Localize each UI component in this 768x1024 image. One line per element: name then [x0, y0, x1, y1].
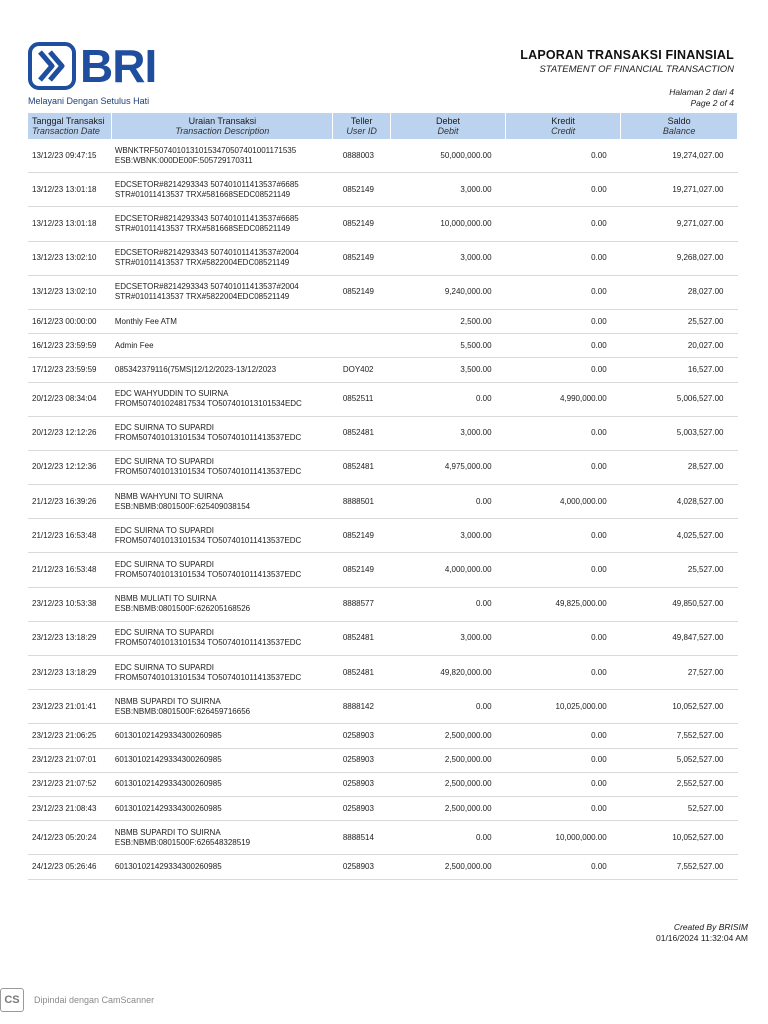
cell-debit: 5,500.00 [390, 334, 505, 358]
cell-description: NBMB SUPARDI TO SUIRNA ESB:NBMB:0801500F:626459716656 [112, 690, 333, 724]
cell-description: EDC SUIRNA TO SUPARDI FROM507401013101534 TO507401011413537EDC [112, 519, 333, 553]
cell-balance: 10,052,527.00 [621, 821, 738, 855]
cell-date: 13/12/23 13:01:18 [28, 207, 112, 241]
cell-balance: 4,025,527.00 [621, 519, 738, 553]
cell-credit: 0.00 [506, 553, 621, 587]
created-at: 01/16/2024 11:32:04 AM [655, 933, 748, 943]
col-header-description: Uraian Transaksi Transaction Description [112, 113, 333, 139]
cell-teller: 0852481 [333, 656, 391, 690]
cell-credit: 0.00 [506, 748, 621, 772]
cell-balance: 9,271,027.00 [621, 207, 738, 241]
cell-date: 17/12/23 23:59:59 [28, 358, 112, 382]
cell-date: 24/12/23 05:20:24 [28, 821, 112, 855]
cell-debit: 50,000,000.00 [390, 139, 505, 173]
report-title-main: LAPORAN TRANSAKSI FINANSIAL [520, 48, 734, 62]
table-row [28, 656, 738, 690]
cell-debit: 3,000.00 [390, 416, 505, 450]
report-title [520, 48, 734, 75]
table-row [28, 309, 738, 333]
cell-description: WBNKTRF50740101310153470507401001171535 ESB:WBNK:000DE00F:505729170311 [112, 139, 333, 173]
cell-balance: 9,268,027.00 [621, 241, 738, 275]
cell-credit: 0.00 [506, 855, 621, 879]
cell-balance: 25,527.00 [621, 309, 738, 333]
cell-date: 21/12/23 16:53:48 [28, 553, 112, 587]
cell-debit: 10,000,000.00 [390, 207, 505, 241]
cell-debit: 2,500,000.00 [390, 772, 505, 796]
cell-description: 601301021429334300260985 [112, 796, 333, 820]
cell-date: 23/12/23 21:06:25 [28, 724, 112, 748]
cell-credit: 10,025,000.00 [506, 690, 621, 724]
cell-balance: 7,552,527.00 [621, 724, 738, 748]
cell-date: 13/12/23 13:02:10 [28, 275, 112, 309]
cell-description: NBMB SUPARDI TO SUIRNA ESB:NBMB:0801500F:626548328519 [112, 821, 333, 855]
cell-balance: 19,274,027.00 [621, 139, 738, 173]
table-row [28, 855, 738, 879]
cell-teller [333, 309, 391, 333]
page-number-id: Halaman 2 dari 4 [669, 87, 734, 97]
cell-debit: 3,000.00 [390, 241, 505, 275]
cell-balance: 27,527.00 [621, 656, 738, 690]
cell-description: EDCSETOR#8214293343 507401011413537#2004 STR#01011413537 TRX#5822004EDC08521149 [112, 275, 333, 309]
cell-balance: 20,027.00 [621, 334, 738, 358]
cell-description: EDCSETOR#8214293343 507401011413537#2004 STR#01011413537 TRX#5822004EDC08521149 [112, 241, 333, 275]
cell-date: 13/12/23 13:01:18 [28, 173, 112, 207]
cell-teller: 0852149 [333, 275, 391, 309]
cell-debit: 3,000.00 [390, 519, 505, 553]
cell-date: 23/12/23 10:53:38 [28, 587, 112, 621]
table-row [28, 241, 738, 275]
cell-description: EDCSETOR#8214293343 507401011413537#6685 STR#01011413537 TRX#581668SEDC08521149 [112, 207, 333, 241]
table-row [28, 587, 738, 621]
cell-date: 20/12/23 12:12:36 [28, 450, 112, 484]
cell-debit: 0.00 [390, 690, 505, 724]
cell-credit: 0.00 [506, 173, 621, 207]
cell-debit: 3,500.00 [390, 358, 505, 382]
col-header-balance: Saldo Balance [621, 113, 738, 139]
cell-balance: 2,552,527.00 [621, 772, 738, 796]
cell-credit: 0.00 [506, 450, 621, 484]
cell-teller: 0852481 [333, 416, 391, 450]
cell-balance: 19,271,027.00 [621, 173, 738, 207]
cell-teller: 8888501 [333, 485, 391, 519]
cell-description: EDC SUIRNA TO SUPARDI FROM507401013101534 TO507401011413537EDC [112, 621, 333, 655]
cell-teller: 8888514 [333, 821, 391, 855]
cell-description: 601301021429334300260985 [112, 772, 333, 796]
cell-description: EDCSETOR#8214293343 507401011413537#6685 STR#01011413537 TRX#581668SEDC08521149 [112, 173, 333, 207]
camscanner-watermark [0, 988, 154, 1012]
cell-teller: 0852511 [333, 382, 391, 416]
cell-teller: 0852481 [333, 450, 391, 484]
brand-tagline: Melayani Dengan Setulus Hati [28, 96, 150, 106]
cell-teller: 0258903 [333, 855, 391, 879]
cell-credit: 0.00 [506, 139, 621, 173]
cell-debit: 4,975,000.00 [390, 450, 505, 484]
cell-debit: 2,500,000.00 [390, 748, 505, 772]
brand-name: BRI [80, 40, 157, 92]
cell-debit: 4,000,000.00 [390, 553, 505, 587]
cell-description: EDC WAHYUDDIN TO SUIRNA FROM507401024817534 TO507401013101534EDC [112, 382, 333, 416]
cell-description: 085342379116(75MS|12/12/2023-13/12/2023 [112, 358, 333, 382]
col-header-date: Tanggal Transaksi Transaction Date [28, 113, 112, 139]
cell-credit: 0.00 [506, 309, 621, 333]
cell-date: 23/12/23 13:18:29 [28, 656, 112, 690]
cell-balance: 25,527.00 [621, 553, 738, 587]
cell-debit: 0.00 [390, 587, 505, 621]
cell-balance: 16,527.00 [621, 358, 738, 382]
cell-credit: 0.00 [506, 358, 621, 382]
cell-teller: 8888577 [333, 587, 391, 621]
cell-teller: 0888003 [333, 139, 391, 173]
table-row [28, 275, 738, 309]
bri-logo [28, 42, 156, 90]
cell-teller: 0258903 [333, 772, 391, 796]
cell-date: 24/12/23 05:26:46 [28, 855, 112, 879]
cell-date: 16/12/23 23:59:59 [28, 334, 112, 358]
cell-balance: 5,003,527.00 [621, 416, 738, 450]
cell-debit: 0.00 [390, 485, 505, 519]
cell-date: 21/12/23 16:39:26 [28, 485, 112, 519]
cell-date: 20/12/23 08:34:04 [28, 382, 112, 416]
cell-teller: 0852149 [333, 173, 391, 207]
cell-balance: 10,052,527.00 [621, 690, 738, 724]
cell-credit: 0.00 [506, 724, 621, 748]
col-header-credit: Kredit Credit [506, 113, 621, 139]
page-number-en: Page 2 of 4 [690, 98, 734, 108]
cell-teller: 0852149 [333, 553, 391, 587]
cell-date: 23/12/23 21:07:01 [28, 748, 112, 772]
cell-balance: 7,552,527.00 [621, 855, 738, 879]
cell-balance: 49,847,527.00 [621, 621, 738, 655]
table-row [28, 748, 738, 772]
cell-balance: 5,052,527.00 [621, 748, 738, 772]
cell-description: Monthly Fee ATM [112, 309, 333, 333]
table-row [28, 796, 738, 820]
cell-date: 23/12/23 21:07:52 [28, 772, 112, 796]
cell-debit: 0.00 [390, 821, 505, 855]
cell-date: 13/12/23 13:02:10 [28, 241, 112, 275]
table-row [28, 334, 738, 358]
cell-teller: 0852481 [333, 621, 391, 655]
cell-balance: 5,006,527.00 [621, 382, 738, 416]
cell-teller: 0852149 [333, 519, 391, 553]
cell-description: 601301021429334300260985 [112, 748, 333, 772]
table-row [28, 173, 738, 207]
cell-date: 21/12/23 16:53:48 [28, 519, 112, 553]
cell-teller: 0258903 [333, 748, 391, 772]
cell-balance: 28,527.00 [621, 450, 738, 484]
table-row [28, 772, 738, 796]
cell-date: 16/12/23 00:00:00 [28, 309, 112, 333]
cell-description: EDC SUIRNA TO SUPARDI FROM507401013101534 TO507401011413537EDC [112, 553, 333, 587]
col-header-debit: Debet Debit [390, 113, 505, 139]
cell-description: 601301021429334300260985 [112, 724, 333, 748]
report-title-sub: STATEMENT OF FINANCIAL TRANSACTION [539, 64, 734, 75]
cell-description: EDC SUIRNA TO SUPARDI FROM507401013101534 TO507401011413537EDC [112, 450, 333, 484]
created-info [656, 922, 748, 944]
cell-teller: 8888142 [333, 690, 391, 724]
cell-credit: 0.00 [506, 656, 621, 690]
col-header-teller: Teller User ID [333, 113, 391, 139]
cell-teller: 0258903 [333, 724, 391, 748]
cell-teller: 0852149 [333, 241, 391, 275]
cell-debit: 3,000.00 [390, 621, 505, 655]
cell-credit: 0.00 [506, 334, 621, 358]
cell-debit: 2,500,000.00 [390, 855, 505, 879]
table-row [28, 690, 738, 724]
cell-description: NBMB MULIATI TO SUIRNA ESB:NBMB:0801500F:626205168526 [112, 587, 333, 621]
cell-description: EDC SUIRNA TO SUPARDI FROM507401013101534 TO507401011413537EDC [112, 656, 333, 690]
cell-debit: 9,240,000.00 [390, 275, 505, 309]
cell-credit: 0.00 [506, 772, 621, 796]
cell-description: 601301021429334300260985 [112, 855, 333, 879]
cell-teller: DOY402 [333, 358, 391, 382]
cell-balance: 4,028,527.00 [621, 485, 738, 519]
cell-date: 23/12/23 21:08:43 [28, 796, 112, 820]
table-row [28, 139, 738, 173]
cell-debit: 3,000.00 [390, 173, 505, 207]
cell-credit: 0.00 [506, 519, 621, 553]
cell-description: EDC SUIRNA TO SUPARDI FROM507401013101534 TO507401011413537EDC [112, 416, 333, 450]
table-row [28, 553, 738, 587]
cell-teller: 0852149 [333, 207, 391, 241]
cell-date: 23/12/23 21:01:41 [28, 690, 112, 724]
table-row [28, 485, 738, 519]
cell-date: 13/12/23 09:47:15 [28, 139, 112, 173]
cell-credit: 49,825,000.00 [506, 587, 621, 621]
cell-debit: 2,500,000.00 [390, 724, 505, 748]
cell-balance: 52,527.00 [621, 796, 738, 820]
cell-date: 23/12/23 13:18:29 [28, 621, 112, 655]
camscanner-label: Dipindai dengan CamScanner [34, 995, 155, 1005]
cell-description: Admin Fee [112, 334, 333, 358]
table-row [28, 382, 738, 416]
cell-credit: 0.00 [506, 241, 621, 275]
table-row [28, 416, 738, 450]
cell-teller [333, 334, 391, 358]
cell-credit: 4,990,000.00 [506, 382, 621, 416]
table-header-row [28, 113, 738, 139]
table-row [28, 358, 738, 382]
cell-credit: 0.00 [506, 796, 621, 820]
cell-credit: 10,000,000.00 [506, 821, 621, 855]
bri-logo-icon [28, 42, 76, 90]
cell-credit: 0.00 [506, 275, 621, 309]
cell-debit: 49,820,000.00 [390, 656, 505, 690]
cell-debit: 0.00 [390, 382, 505, 416]
table-row [28, 207, 738, 241]
table-row [28, 621, 738, 655]
cell-balance: 49,850,527.00 [621, 587, 738, 621]
cell-balance: 28,027.00 [621, 275, 738, 309]
camscanner-icon: CS [0, 988, 24, 1012]
table-row [28, 519, 738, 553]
transaction-rows [28, 139, 738, 879]
cell-teller: 0258903 [333, 796, 391, 820]
cell-credit: 4,000,000.00 [506, 485, 621, 519]
cell-debit: 2,500,000.00 [390, 796, 505, 820]
created-by: Created By BRISIM [673, 922, 748, 932]
cell-debit: 2,500.00 [390, 309, 505, 333]
cell-credit: 0.00 [506, 416, 621, 450]
cell-credit: 0.00 [506, 621, 621, 655]
table-row [28, 450, 738, 484]
cell-description: NBMB WAHYUNI TO SUIRNA ESB:NBMB:0801500F:625409038154 [112, 485, 333, 519]
cell-date: 20/12/23 12:12:26 [28, 416, 112, 450]
table-row [28, 821, 738, 855]
transaction-table [28, 113, 738, 880]
cell-credit: 0.00 [506, 207, 621, 241]
table-row [28, 724, 738, 748]
page-number [669, 87, 734, 109]
